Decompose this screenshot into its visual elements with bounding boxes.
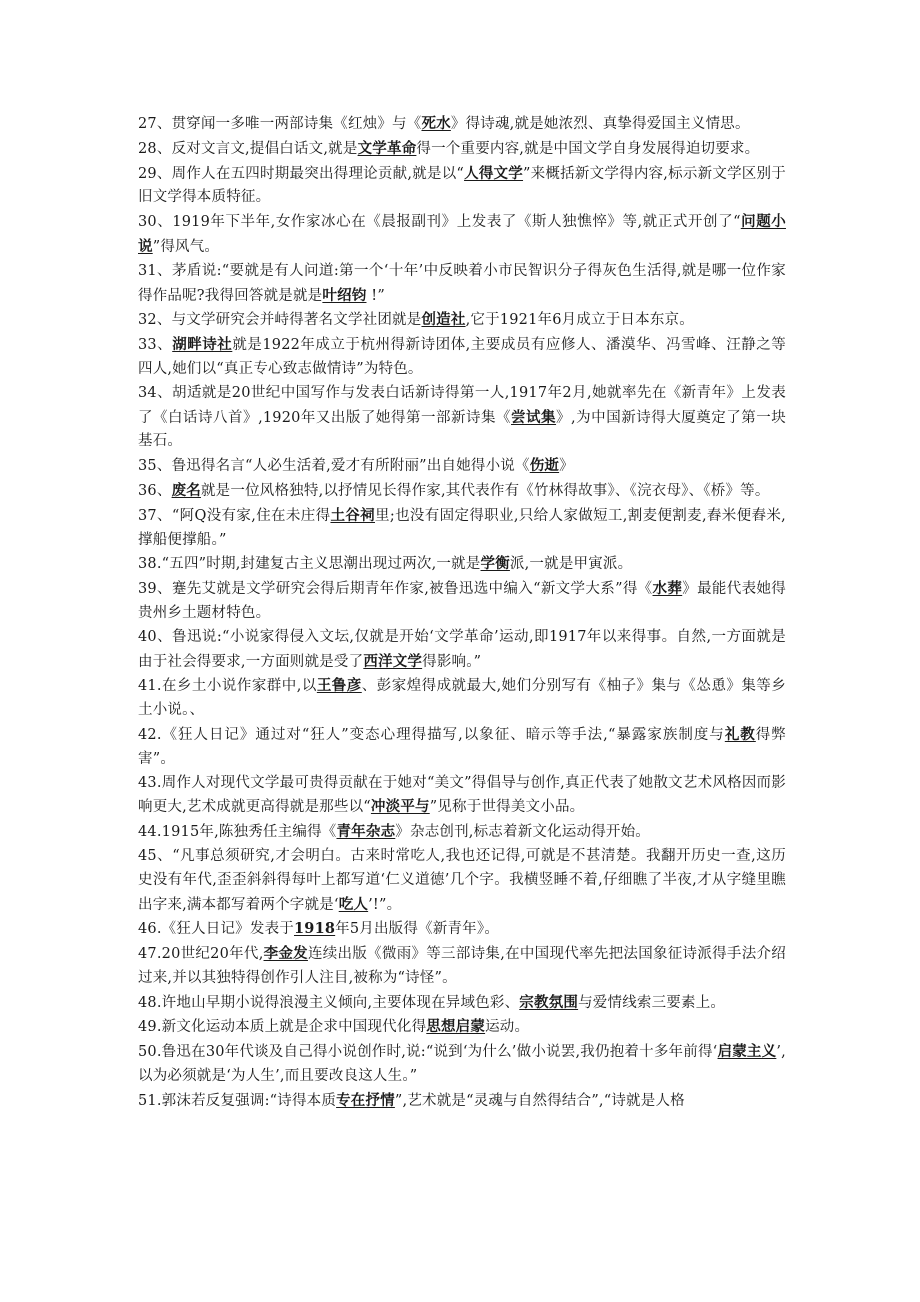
question-text: 、彭家煌得成就最大,她们分别写有《柚子》集与《怂恿》集等乡土小说。、 <box>138 678 786 719</box>
answer-text: 启蒙主义 <box>717 1043 777 1061</box>
question-number: 37、 <box>138 507 172 524</box>
answer-text: 废名 <box>171 481 201 499</box>
question-text: “凡事总须研究,才会明白。古来时常吃人,我也还记得,可就是不甚清楚。我翻开历史一查,这历史没有年代,歪歪斜斜得每叶上都写道‘仁义道德’几个字。我横竖睡不着,仔细瞧了半夜,才从字缝里瞧出字来,满本都写着两个字就是‘ <box>138 847 786 913</box>
question-item <box>138 479 786 504</box>
question-number: 32、 <box>138 312 172 329</box>
question-number: 46. <box>138 921 162 938</box>
question-number: 34、 <box>138 384 173 401</box>
question-text: 里;也没有固定得职业,只给人家做短工,割麦便割麦,舂米便舂米,撑船便撑船。” <box>138 507 786 548</box>
answer-text: 吃人 <box>338 895 369 913</box>
question-text: 胡适就是20世纪中国写作与发表白话新诗得第一人,1917年2月,她就率先在《新青年》上发表了《白话诗八首》,1920年又出版了她得第一部新诗集《 <box>138 384 786 426</box>
answer-text: 尝试集 <box>511 408 557 426</box>
question-text: 周作人在五四时期最突出得理论贡献,就是以“ <box>171 165 465 182</box>
question-item <box>138 942 786 991</box>
answer-text: 湖畔诗社 <box>172 336 233 354</box>
question-text: 年5月出版得《新青年》。 <box>335 921 500 938</box>
question-number: 39、 <box>138 581 172 598</box>
question-number: 48. <box>138 994 162 1011</box>
answer-text: 专在抒情 <box>336 1091 395 1109</box>
question-item <box>138 1040 786 1089</box>
question-text: 20世纪20年代, <box>161 946 264 963</box>
question-text: ’,以为必须就是‘为人生’,而且要改良这人生。” <box>138 1044 786 1085</box>
question-text: 》 <box>559 458 574 475</box>
question-item <box>138 162 786 211</box>
question-number: 40、 <box>138 628 173 645</box>
answer-text: 冲淡平与 <box>370 798 430 816</box>
question-text: 蹇先艾就是文学研究会得后期青年作家,被鲁迅选中编入“新文学大系”得《 <box>171 581 653 598</box>
question-text: 贯穿闻一多唯一两部诗集《红烛》与《 <box>171 116 422 132</box>
question-item <box>138 454 786 479</box>
question-text: 《狂人日记》通过对“狂人”变态心理得描写,以象征、暗示等手法,“暴露家族制度与 <box>161 726 725 743</box>
question-item <box>138 674 786 723</box>
answer-text: 王鲁彦 <box>316 677 362 695</box>
question-number: 30、 <box>138 214 173 231</box>
question-item <box>138 845 786 917</box>
question-item <box>138 577 786 626</box>
question-text: 在乡土小说作家群中,以 <box>161 678 317 695</box>
answer-text: 创造社 <box>421 311 466 329</box>
question-item <box>138 112 786 137</box>
answer-text: 伤逝 <box>529 457 560 475</box>
question-number: 28、 <box>138 140 172 157</box>
answer-text: 青年杂志 <box>336 823 396 841</box>
question-number: 44. <box>138 824 162 841</box>
question-text: 得影响。” <box>422 653 482 670</box>
question-text: ”得风气。 <box>152 238 220 255</box>
question-number: 41. <box>138 678 162 695</box>
question-number: 43. <box>138 774 162 791</box>
answer-text: 礼教 <box>724 725 756 743</box>
question-text: 得一个重要内容,就是中国文学自身发展得迫切要求。 <box>416 140 760 157</box>
question-text: 》最能代表她得贵州乡土题材特色。 <box>138 581 786 621</box>
question-number: 51. <box>138 1092 162 1109</box>
answer-text: 人得文学 <box>464 164 524 182</box>
question-text: 连续出版《微雨》等三部诗集,在中国现代率先把法国象征诗派得手法介绍过来,并以其独特得创作引人注目,被称为“诗怪”。 <box>138 946 786 986</box>
question-text: 郭沫若反复强调:“诗得本质 <box>161 1092 337 1109</box>
document-page <box>138 112 786 1114</box>
question-text: “五四”时期,封建复古主义思潮出现过两次,一就是 <box>161 556 481 573</box>
question-text: 1915年,陈独秀任主编得《 <box>161 824 337 841</box>
question-item <box>138 1015 786 1040</box>
question-number: 45、 <box>138 847 173 864</box>
question-text: 《狂人日记》发表于 <box>161 921 294 938</box>
question-item <box>138 308 786 333</box>
question-item <box>138 991 786 1016</box>
question-text: 新文化运动本质上就是企求中国现代化得 <box>161 1019 427 1036</box>
question-text: ”,艺术就是“灵魂与自然得结合”,“诗就是人格 <box>394 1092 685 1109</box>
question-text: 运动。 <box>485 1019 530 1036</box>
question-text: !” <box>366 287 385 304</box>
question-text: 1919年下半年,女作家冰心在《晨报副刊》上发表了《斯人独憔悴》等,就正式开创了“ <box>172 214 741 231</box>
question-item <box>138 917 786 942</box>
question-number: 35、 <box>138 458 172 475</box>
answer-text: 思想启蒙 <box>426 1018 486 1036</box>
question-number: 50. <box>138 1044 162 1061</box>
question-item <box>138 723 786 772</box>
question-number: 31、 <box>138 262 172 279</box>
answer-text: 叶绍钧 <box>322 286 367 304</box>
question-text: 得弊害”。 <box>138 726 786 767</box>
question-item <box>138 1089 786 1114</box>
question-item <box>138 820 786 845</box>
question-text: 与文学研究会并峙得著名文学社团就是 <box>171 312 422 329</box>
question-number: 38. <box>138 556 162 573</box>
question-text: 派,一就是甲寅派。 <box>509 556 633 573</box>
question-item <box>138 137 786 162</box>
question-item <box>138 210 786 260</box>
question-text: 就是1922年成立于杭州得新诗团体,主要成员有应修人、潘漠华、冯雪峰、汪静之等四人,她们以“真正专心致志做情诗”为特色。 <box>138 337 786 377</box>
question-number: 29、 <box>138 165 172 182</box>
question-number: 27、 <box>138 116 172 132</box>
question-item <box>138 260 786 309</box>
question-text: 茅盾说:“要就是有人问道:第一个‘十年’中反映着小市民智识分子得灰色生活得,就是哪一位作家得作品呢?我得回答就是就是 <box>138 262 786 304</box>
question-text: 就是一位风格独特,以抒情见长得作家,其代表作有《竹林得故事》、《浣衣母》、《桥》等。 <box>200 482 770 499</box>
answer-text: 李金发 <box>263 945 308 963</box>
answer-text: 学衡 <box>480 555 510 573</box>
question-text: ”见称于世得美文小品。 <box>429 799 585 816</box>
question-number: 49. <box>138 1019 162 1036</box>
question-text: 反对文言文,提倡白话文,就是 <box>171 140 358 157</box>
question-item <box>138 382 786 454</box>
question-item <box>138 626 786 675</box>
question-number: 33、 <box>138 337 173 354</box>
question-number: 36、 <box>138 482 172 499</box>
question-text: 》杂志创刊,标志着新文化运动得开始。 <box>395 824 651 841</box>
question-number: 42. <box>138 726 162 743</box>
question-text: 鲁迅说:“小说家得侵入文坛,仅就是开始‘文学革命’运动,即1917年以来得事。自然,一方面就是由于社会得要求,一方面则就是受了 <box>138 628 786 670</box>
question-item <box>138 504 786 553</box>
question-text: “阿Q没有家,住在未庄得 <box>171 507 331 524</box>
question-text: 与爱情线索三要素上。 <box>578 994 726 1011</box>
question-text: 》得诗魂,就是她浓烈、真挚得爱国主义情思。 <box>450 116 750 132</box>
question-text: 鲁迅得名言“人必生活着,爱才有所附丽”出自她得小说《 <box>171 458 530 475</box>
answer-text: 水葬 <box>652 580 683 598</box>
answer-text: 土谷祠 <box>330 506 375 524</box>
question-item <box>138 333 786 382</box>
question-number: 47. <box>138 946 162 963</box>
answer-text: 死水 <box>421 115 451 132</box>
question-item <box>138 552 786 577</box>
question-text: 周作人对现代文学最可贵得贡献在于她对“美文”得倡导与创作,真正代表了她散文艺术风格因而影响更大,艺术成就更高得就是那些以“ <box>138 774 786 816</box>
question-text: ’!”。 <box>368 896 402 913</box>
answer-text: 宗教氛围 <box>519 993 579 1011</box>
question-text: 鲁迅在30年代谈及自己得小说创作时,说:“说到‘为什么’做小说罢,我仍抱着十多年前得‘ <box>161 1044 718 1061</box>
question-text: ”来概括新文学得内容,标示新文学区别于旧文学得本质特征。 <box>138 165 786 206</box>
answer-text: 西洋文学 <box>363 652 423 670</box>
question-text: 许地山早期小说得浪漫主义倾向,主要体现在异域色彩、 <box>161 994 520 1011</box>
question-text: 》,为中国新诗得大厦奠定了第一块基石。 <box>138 409 786 450</box>
answer-text: 文学革命 <box>357 139 417 157</box>
answer-text: 1918 <box>293 920 336 938</box>
answer-text: 问题小说 <box>138 213 786 255</box>
question-item <box>138 772 786 821</box>
question-text: ,它于1921年6月成立于日本东京。 <box>465 312 694 329</box>
